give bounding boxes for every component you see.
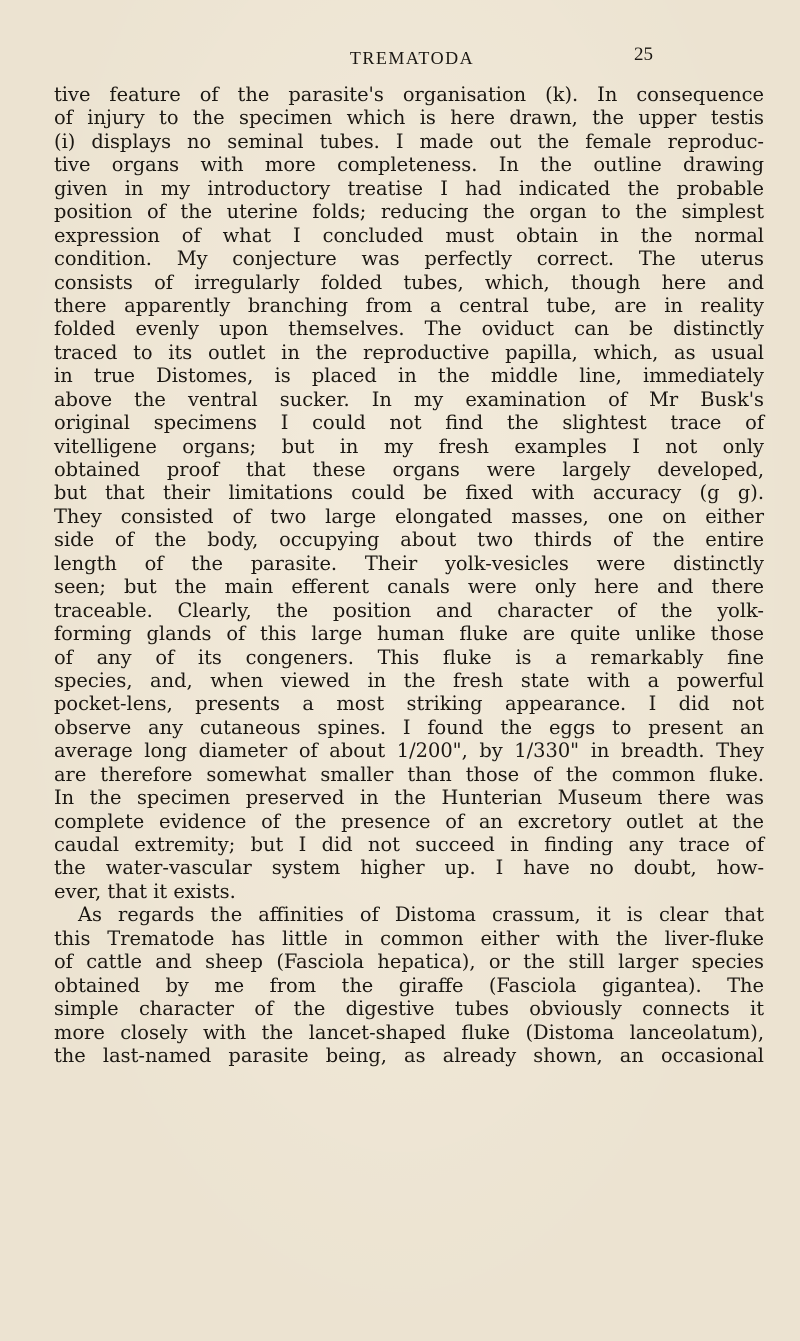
text-line: side of the body, occupying about two thirds of the entire: [54, 528, 764, 552]
text-line: expression of what I concluded must obtain in the normal: [54, 223, 764, 247]
text-line: pocket-lens, presents a most striking appearance. I did not: [54, 692, 764, 716]
text-line: vitelligene organs; but in my fresh examples I not only: [54, 434, 764, 458]
text-line: length of the parasite. Their yolk-vesicles were distinctly: [54, 551, 764, 575]
text-line: In the specimen preserved in the Hunterian Museum there was: [54, 786, 764, 810]
text-line: the water-vascular system higher up. I have no doubt, how-: [54, 856, 764, 880]
text-line: ever, that it exists.: [54, 879, 236, 903]
text-line: in true Distomes, is placed in the middle line, immediately: [54, 364, 764, 388]
text-line: complete evidence of the presence of an excretory outlet at the: [54, 809, 764, 833]
text-line: position of the uterine folds; reducing the organ to the simplest: [54, 200, 764, 224]
text-line: of any of its congeners. This fluke is a remarkably fine: [54, 645, 764, 669]
text-line: tive feature of the parasite's organisation (k). In consequence: [54, 83, 764, 106]
text-line: this Trematode has little in common either with the liver-fluke: [54, 926, 764, 950]
text-line: above the ventral sucker. In my examination of Mr Busk's: [54, 387, 764, 411]
text-line: given in my introductory treatise I had indicated the probable: [54, 176, 764, 200]
text-line: traced to its outlet in the reproductive papilla, which, as usual: [54, 340, 764, 364]
text-line: forming glands of this large human fluke are quite unlike those: [54, 622, 764, 646]
text-line: As regards the affinities of Distoma crassum, it is clear that: [78, 903, 764, 927]
text-line: more closely with the lancet-shaped fluke (Distoma lanceolatum),: [54, 1020, 764, 1044]
text-line: original specimens I could not find the slightest trace of: [54, 411, 764, 435]
text-line: tive organs with more completeness. In the outline drawing: [54, 153, 764, 177]
text-line: species, and, when viewed in the fresh state with a powerful: [54, 668, 764, 692]
text-line: the last-named parasite being, as already shown, an occasional: [54, 1043, 764, 1067]
text-line: obtained by me from the giraffe (Fasciola gigantea). The: [54, 973, 764, 997]
text-line: obtained proof that these organs were largely developed,: [54, 458, 764, 481]
text-line: simple character of the digestive tubes obviously connects it: [54, 997, 764, 1021]
text-line: average long diameter of about 1/200", by 1/330" in breadth. They: [54, 739, 764, 763]
text-line: of cattle and sheep (Fasciola hepatica), or the still larger species: [54, 950, 764, 974]
text-line: but that their limitations could be fixed with accuracy (g g).: [54, 481, 764, 505]
text-line: consists of irregularly folded tubes, which, though here and: [54, 270, 764, 294]
text-line: condition. My conjecture was perfectly correct. The uterus: [54, 247, 764, 271]
text-line: folded evenly upon themselves. The oviduct can be distinctly: [54, 317, 764, 341]
text-line: of injury to the specimen which is here drawn, the upper testis: [54, 106, 764, 130]
text-line: (i) displays no seminal tubes. I made out the female reproduc-: [54, 129, 764, 153]
text-line: observe any cutaneous spines. I found the eggs to present an: [54, 715, 764, 739]
body-text: [54, 83, 764, 1067]
text-line: seen; but the main efferent canals were only here and there: [54, 575, 764, 599]
running-head: [0, 44, 800, 74]
text-line: traceable. Clearly, the position and character of the yolk-: [54, 598, 764, 622]
text-line: are therefore somewhat smaller than those of the common fluke.: [54, 762, 764, 786]
text-line: caudal extremity; but I did not succeed in finding any trace of: [54, 833, 764, 856]
text-line: They consisted of two large elongated masses, one on either: [54, 504, 764, 528]
running-title: TREMATODA: [349, 48, 475, 68]
text-line: there apparently branching from a central tube, are in reality: [54, 293, 764, 317]
page-number: 25: [634, 44, 653, 65]
